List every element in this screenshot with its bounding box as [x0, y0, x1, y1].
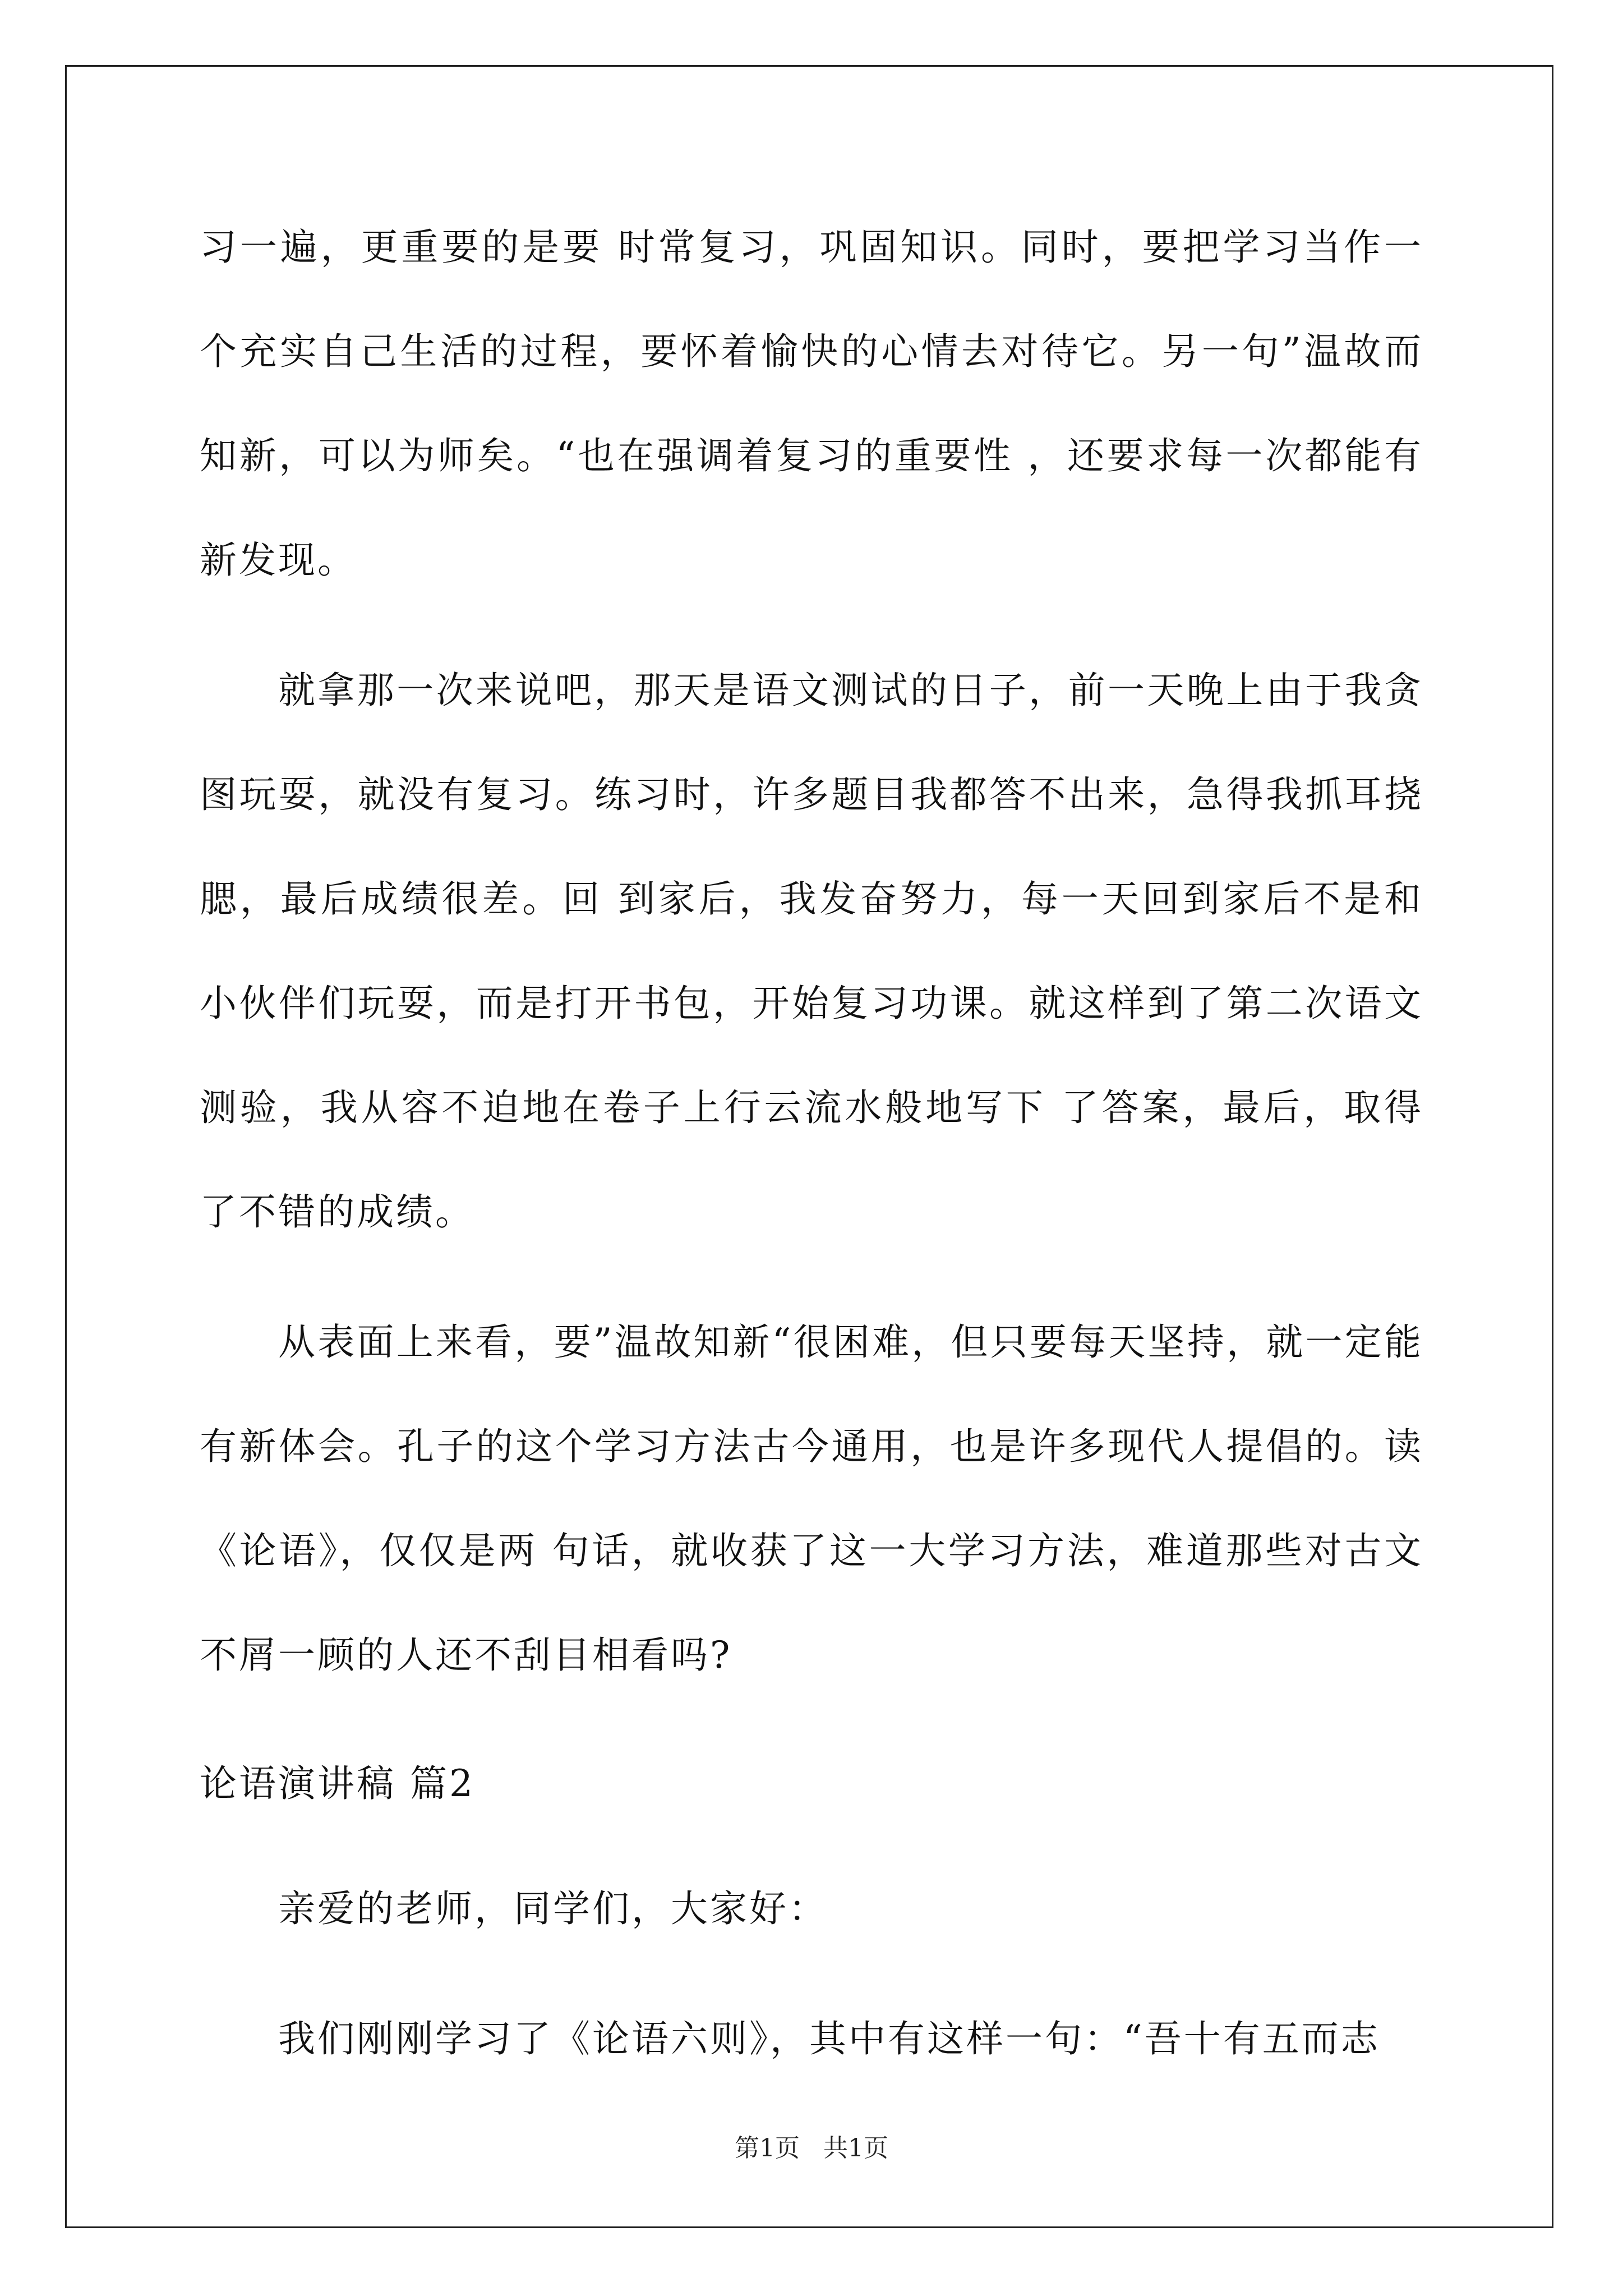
section-title: 论语演讲稿 篇2 — [200, 1762, 475, 1805]
greeting: 亲爱的老师，同学们，大家好： — [278, 1887, 828, 1930]
document-body — [200, 195, 1423, 2117]
paragraph-2: 就拿那一次来说吧，那天是语文测试的日子，前一天晚上由于我贪图玩耍，就没有复习。练习时，许多题目我都答不出来，急得我抓耳挠腮，最后成绩很差。回 到家后，我发奋努力，每一天回到家后不是和小伙伴们玩耍，而是打开书包，开始复习功课。就这样到了第二次语文测验，我从容不迫地在卷子上行云流水般地写下 了答案，最后，取得了不错的成绩。 — [200, 669, 1423, 1234]
paragraph-1: 习一遍，更重要的是要 时常复习，巩固知识。同时，要把学习当作一个充实自己生活的过程，要怀着愉快的心情去对待它。另一句”温故而知新，可以为师矣。“也在强调着复习的重要性 ，还要求每一次都能有新发现。 — [200, 226, 1423, 582]
paragraph-3: 从表面上来看，要”温故知新“很困难，但只要每天坚持，就一定能有新体会。孔子的这个学习方法古今通用，也是许多现代人提倡的。读《论语》，仅仅是两 句话，就收获了这一大学习方法，难道那些对古文不屑一顾的人还不刮目相看吗? — [200, 1320, 1423, 1677]
page-number: 第1页 — [735, 2134, 800, 2162]
page-footer — [0, 2132, 1623, 2165]
paragraph-4: 我们刚刚学习了《论语六则》，其中有这样一句：“吾十有五而志 — [278, 2017, 1380, 2060]
page-total: 共1页 — [823, 2134, 888, 2162]
